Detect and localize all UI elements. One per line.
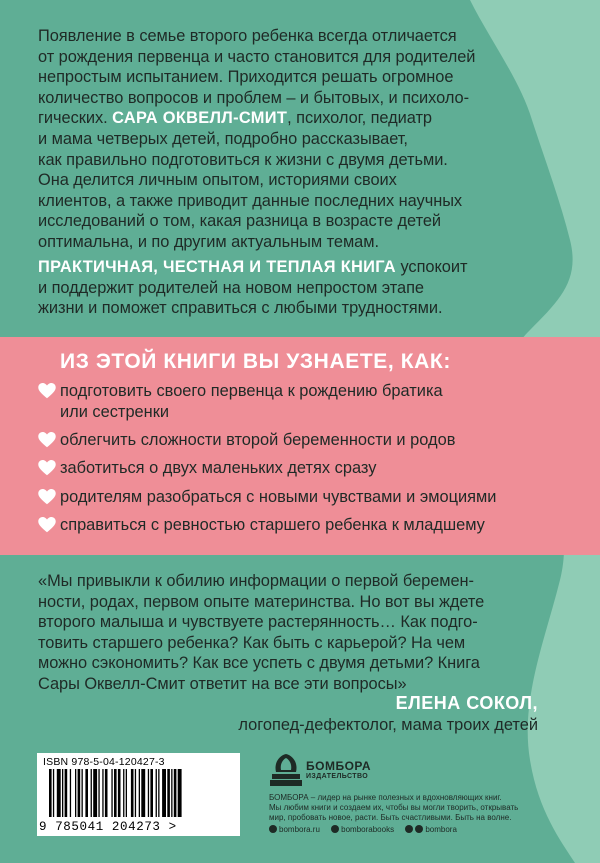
promo-text: успокоит [400,258,468,276]
publisher-social-links [269,825,466,834]
intro-line [38,108,475,129]
barcode-bar [178,769,182,817]
barcode-bar [123,769,124,817]
barcode-bar [70,769,71,817]
author-name-highlight: САРА ОКВЕЛЛ-СМИТ [112,109,288,128]
publisher-subtitle: ИЗДАТЕЛЬСТВО [306,773,369,780]
barcode-bar [171,769,172,817]
learn-item-text: родителям разобраться с новыми чувствами и эмоциями [60,488,497,506]
intro-line: количество вопросов и проблем – и бытовых, и психоло- [38,88,470,107]
books-link[interactable] [331,825,394,834]
promo-line: и поддержит родителей на новом непростом этапе [38,278,424,297]
bombora-logo-icon [268,752,304,790]
books-link-text: bomborabooks [341,825,395,834]
barcode-bar [148,769,149,817]
barcode-bar [139,769,140,817]
heart-icon [38,432,56,448]
promo-line: жизни и поможет справиться с любыми трудностями. [38,299,443,318]
heart-icon [38,383,56,399]
publisher-description-line: Мы любим книги и создаем их, чтобы вы могли творить, открывать [269,803,519,812]
barcode-bar [91,769,92,817]
quote-line: можно сэкономить? Как все успеть с двумя детьми? Книга [38,654,480,673]
barcode-bar [111,769,112,817]
bombora-link[interactable] [405,825,457,834]
learn-item-text: справиться с ревностью старшего ребенка к младшему [60,516,485,534]
barcode-bar [49,769,52,817]
publisher-description-line: мир, пробовать новое, расти. Быть счастливыми. Быть на волне. [269,813,512,822]
barcode-bar [162,769,166,817]
barcode-bar [85,769,88,817]
learn-item-text: заботиться о двух маленьких детях сразу [60,459,377,477]
publisher-description-line: БОМБОРА – лидер на рынке полезных и вдохновляющих книг. [269,793,502,802]
quote-paragraph [38,571,484,695]
intro-line: как правильно подготовиться к жизни с двумя детьми. [38,150,448,169]
barcode-bar [98,769,99,817]
learn-item-text: облегчить сложности второй беременности и родов [60,431,456,449]
barcode-bar [156,769,157,817]
barcode-bars [41,769,236,819]
barcode-bar [141,769,145,817]
barcode-bar [174,769,177,817]
ean-digits: 9 785041 204273 > [39,820,177,834]
heart-icon [38,517,56,533]
barcode-bar [131,769,134,817]
barcode-bar [126,769,127,817]
barcode-bar [57,769,61,817]
barcode-bar [93,769,97,817]
intro-line: клиентов, а также приводит данные последних научных [38,191,463,210]
learn-item-line: подготовить своего первенца к рождению братика [60,382,443,400]
barcode-bar [65,769,68,817]
telegram-icon [415,825,423,833]
quote-line: Сары Оквелл-Смит ответит на все эти вопросы» [38,674,407,693]
intro-line: Она делится личным опытом, историями своих [38,171,397,190]
barcode-bar [118,769,121,817]
barcode-bar [135,769,136,817]
globe-icon [269,825,277,833]
barcode-bar [167,769,170,817]
intro-line: оптимальна, и по другим актуальным темам. [38,232,379,251]
barcode-bar [102,769,103,817]
barcode [37,753,240,836]
learn-item-text [60,381,443,422]
bombora-link-text: bombora [425,825,457,834]
barcode-bar [53,769,54,817]
quote-author: ЕЛЕНА СОКОЛ, [395,693,538,713]
barcode-bar [82,769,83,817]
barcode-bar [114,769,117,817]
quote-line: «Мы привыкли к обилию информации о первой беремен- [38,572,474,590]
site-link-text: bombora.ru [279,825,320,834]
publisher-description [269,793,569,823]
quote-line: ности, родах, первом опыте материнства. Но вот вы ждете [38,592,485,611]
intro-line: от рождения первенца и часто становится для родителей [38,47,476,66]
barcode-bar [150,769,153,817]
quote-author-role: логопед-дефектолог, мама троих детей [238,716,538,734]
heart-icon [38,460,56,476]
intro-paragraph [38,26,475,253]
intro-text: гических. [38,109,108,128]
learn-title: ИЗ ЭТОЙ КНИГИ ВЫ УЗНАЕТЕ, КАК: [60,350,451,373]
site-link[interactable] [269,825,320,834]
intro-line: исследований о том, какая разница в возрасте детей [38,212,442,231]
barcode-bar [105,769,108,817]
quote-line: второго малыша и чувствуете растерянность… Как подго- [38,613,478,632]
social-icon [405,825,413,833]
barcode-bar [158,769,159,817]
isbn-text: ISBN 978-5-04-120427-3 [43,756,165,768]
intro-line: и мама четверых детей, подробно рассказывает, [38,129,408,148]
barcode-bar [75,769,76,817]
publisher-name: БОМБОРА [306,759,372,773]
promo-line [38,257,467,278]
promo-paragraph [38,257,467,319]
barcode-bar [62,769,63,817]
quote-line: товить старшего ребенка? Как быть с карьерой? На чем [38,633,466,652]
heart-icon [38,489,56,505]
promo-highlight: ПРАКТИЧНАЯ, ЧЕСТНАЯ И ТЕПЛАЯ КНИГА [38,258,396,276]
intro-line: непростым испытанием. Приходится решать огромное [38,68,454,87]
social-icon [331,825,339,833]
intro-line: Появление в семье второго ребенка всегда отличается [38,27,457,45]
barcode-bar [78,769,81,817]
learn-item-line: или сестренки [60,402,170,421]
intro-text: , психолог, педиатр [287,109,432,128]
